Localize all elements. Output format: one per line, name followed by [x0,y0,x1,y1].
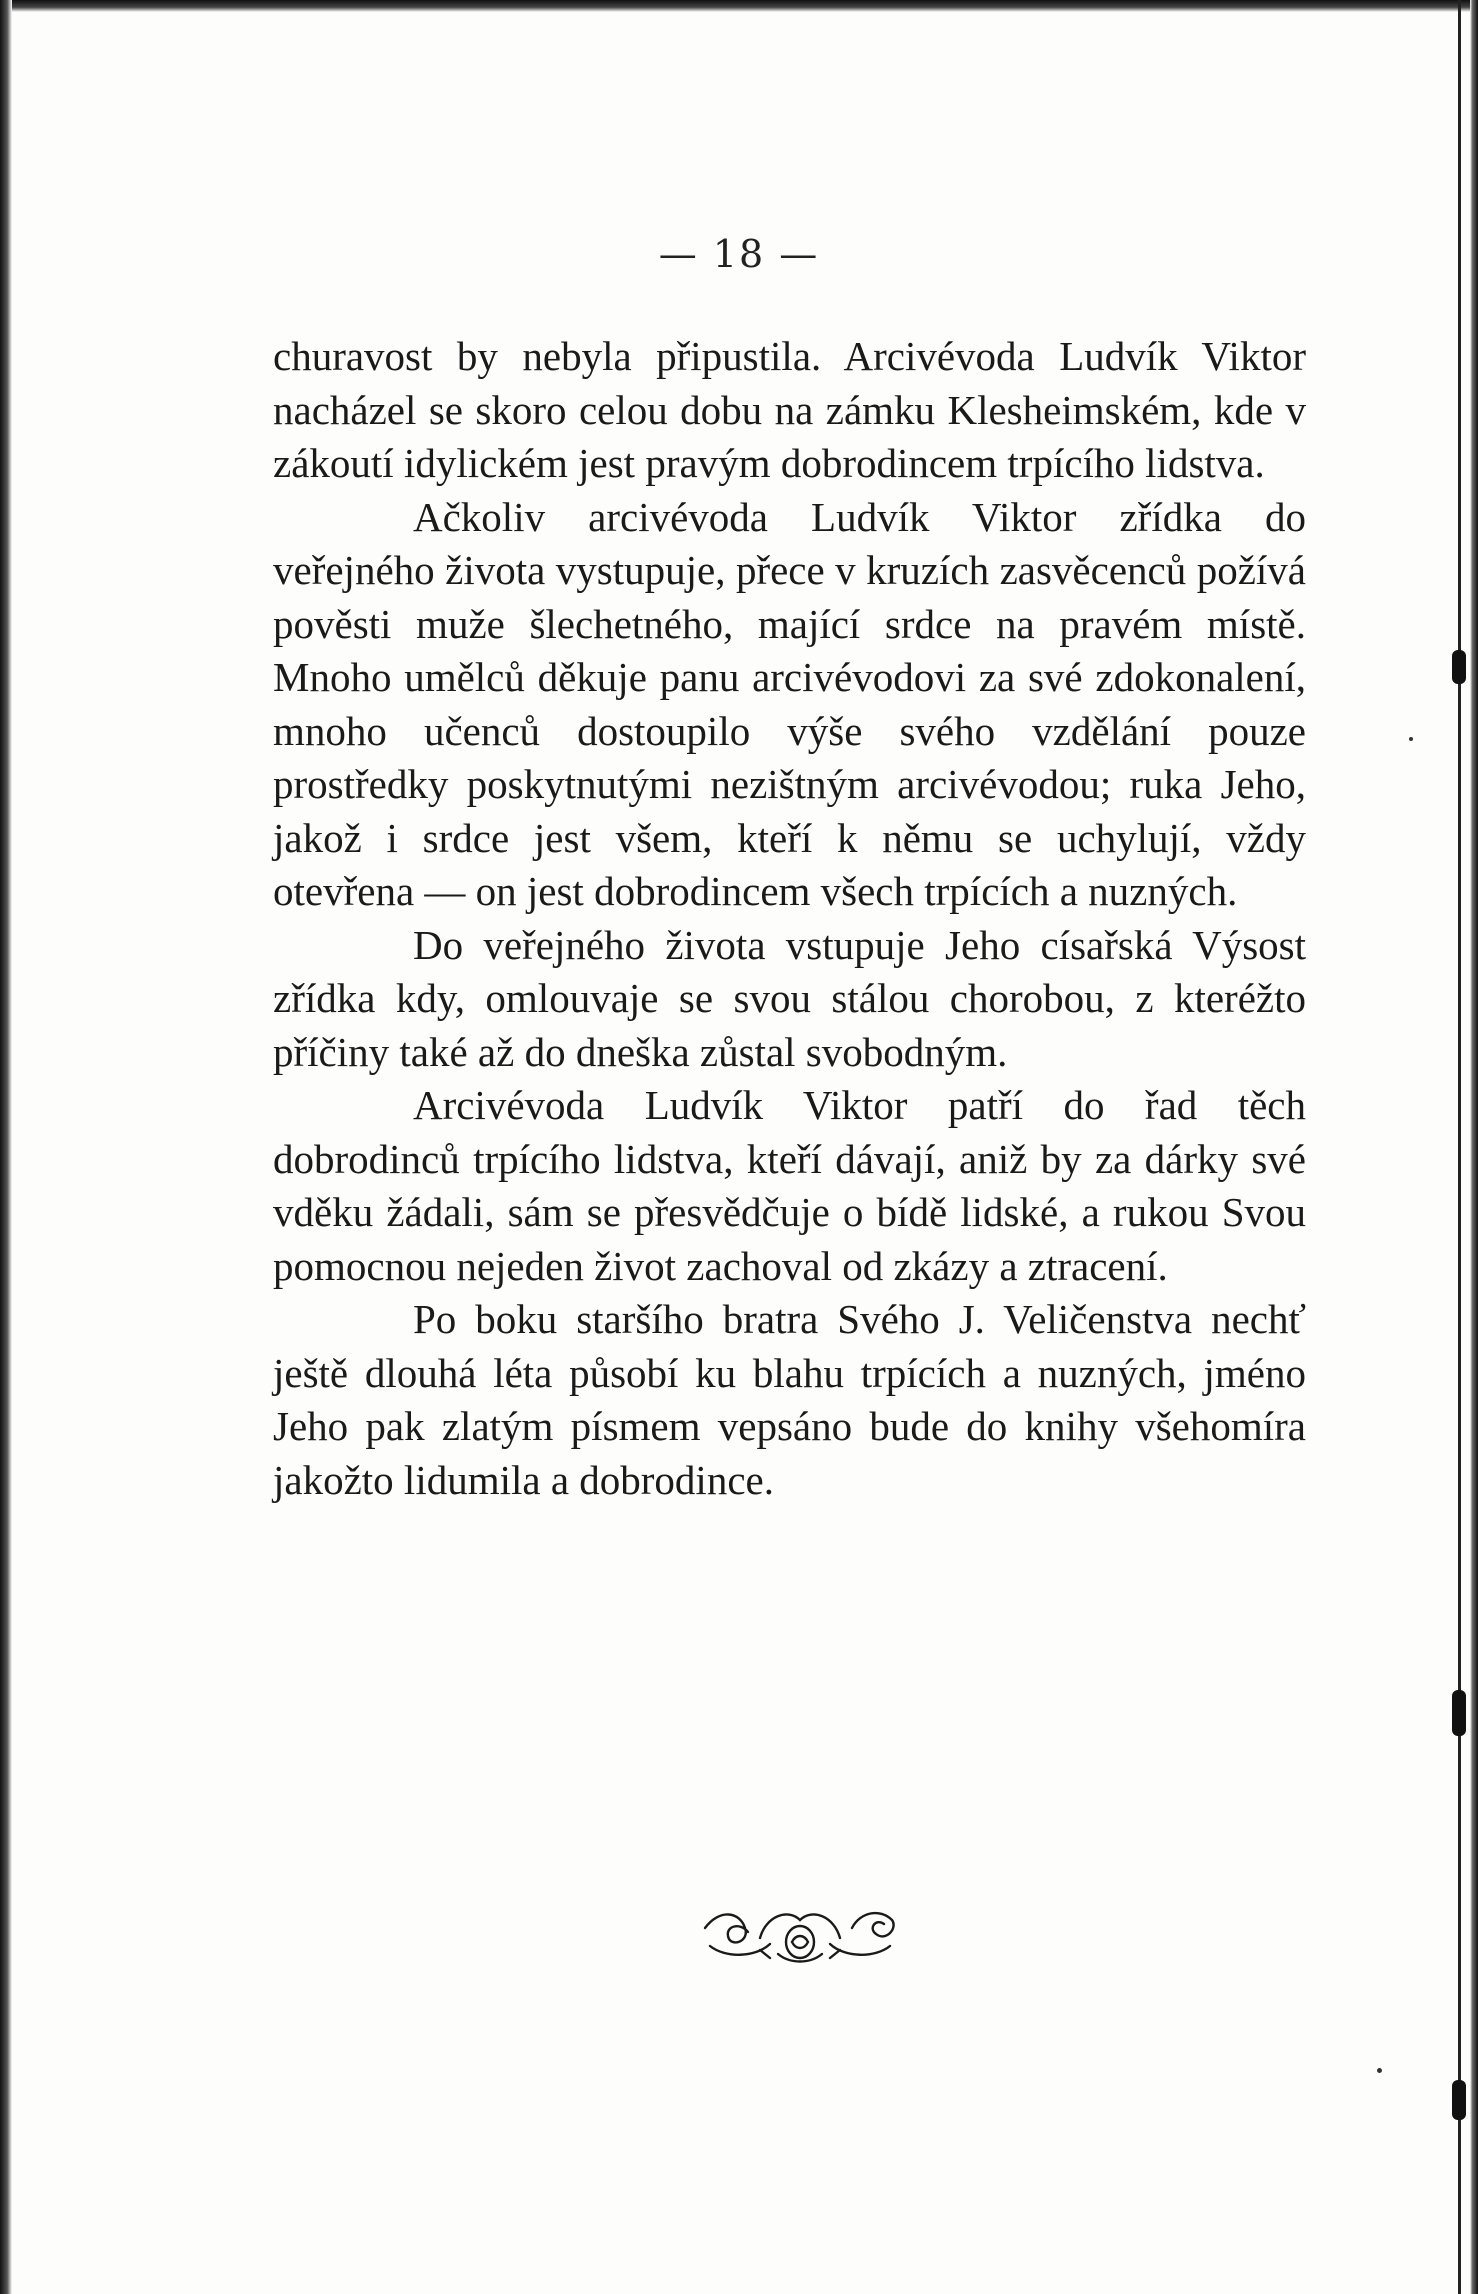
binding-mark [1452,1690,1466,1736]
paragraph: Po boku staršího bratra Svého J. Veličenstva nechť ještě dlouhá léta působí ku blahu trpících a nuzných, jméno Jeho pak zlatým písmem vepsáno bude do knihy všehomíra jakožto lidumila a dobrodince. [273,1296,1306,1503]
scan-edge-right [1470,0,1478,2294]
binding-mark [1452,2080,1466,2120]
scan-speck [1409,737,1413,741]
paragraph: Do veřejného života vstupuje Jeho císařská Výsost zřídka kdy, omlouvaje se svou stálou chorobou, z kteréžto příčiny také až do dneška zůstal svobodným. [273,921,1306,1075]
body-text [273,330,1306,1507]
paragraph: Arcivévoda Ludvík Viktor patří do řad těch dobrodinců trpícího lidstva, kteří dávají, aniž by za dárky své vděku žádali, sám se přesvědčuje o bídě lidské, a rukou Svou pomocnou nejeden život zachoval od zkázy a ztracení. [273,1082,1306,1289]
binding-line [1458,0,1461,2294]
paragraph: churavost by nebyla připustila. Arcivévoda Ludvík Viktor nacházel se skoro celou dobu na zámku Klesheimském, kde v zákoutí idylickém jest pravým dobrodincem trpícího lidstva. [273,333,1306,486]
binding-mark [1452,650,1466,684]
scan-speck [1377,2068,1382,2073]
decorative-flourish-icon [700,1898,900,1978]
scan-edge-left [0,0,12,2294]
paragraph: Ačkoliv arcivévoda Ludvík Viktor zřídka do veřejného života vystupuje, přece v kruzích zasvěcenců požívá pověsti muže šlechetného, mající srdce na pravém místě. Mnoho umělců děkuje panu arcivévodovi za své zdokonalení, mnoho učenců dostoupilo výše svého vzdělání pouze prostředky poskytnutými nezištným arcivévodou; ruka Jeho, jakož i srdce jest všem, kteří k němu se uchylují, vždy otevřena — on jest dobrodincem všech trpících a nuzných. [273,493,1306,914]
page-number: — 18 — [658,232,820,276]
scan-edge-top [0,0,1478,12]
